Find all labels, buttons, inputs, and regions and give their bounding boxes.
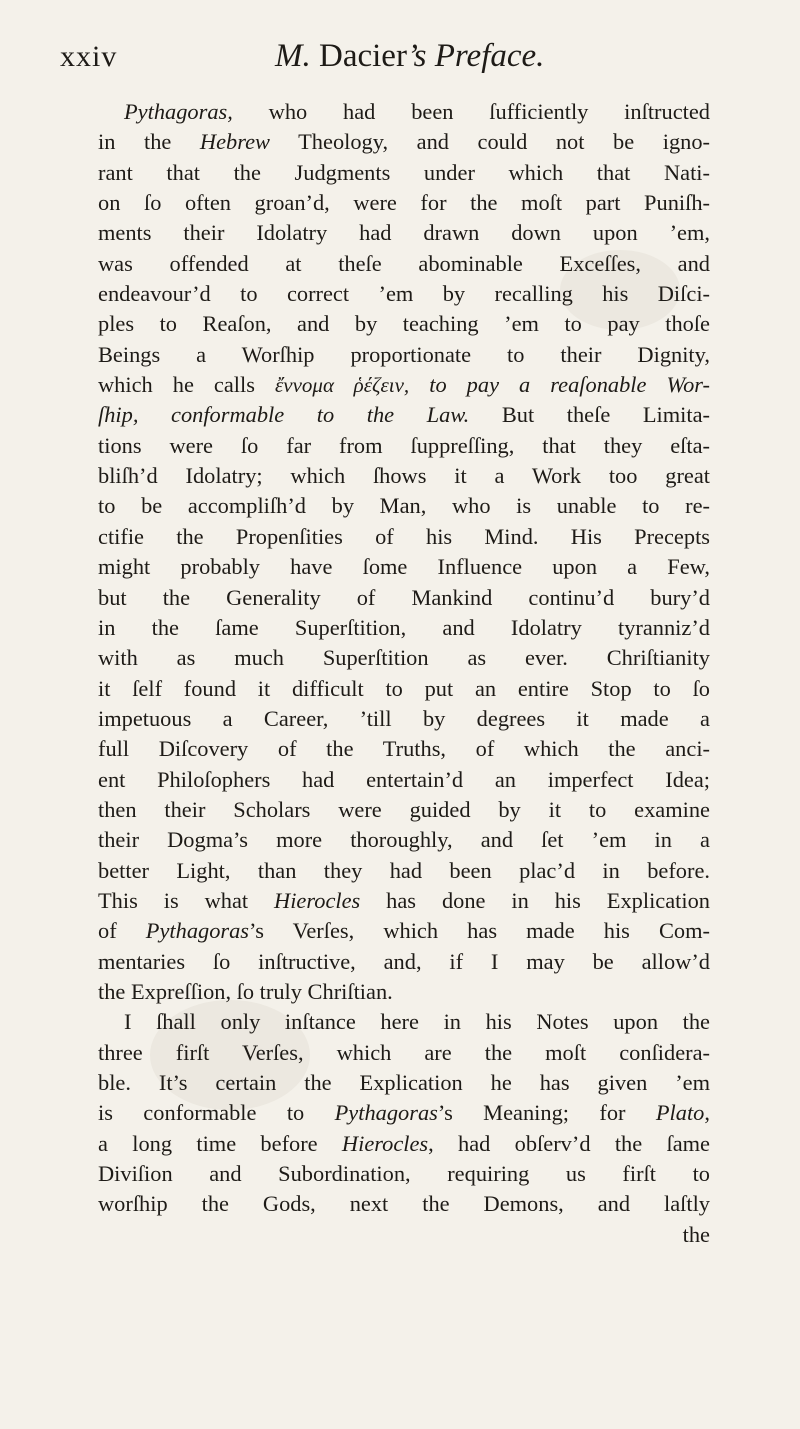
- running-head-initial: M.: [275, 38, 311, 74]
- text-line: [98, 97, 710, 127]
- text-run: who had been ſufficiently inſtructed: [232, 99, 710, 124]
- text-line: [98, 583, 710, 613]
- text-run: to be accompliſh’d by Man, who is unable to re-: [98, 493, 710, 519]
- text-line: [98, 522, 710, 552]
- text-run: ples to Reaſon, and by teaching ’em to pay thoſe: [98, 311, 710, 337]
- text-line: [98, 370, 710, 400]
- text-run: mentaries ſo inſtructive, and, if I may be allow’d: [98, 948, 710, 974]
- text-run: worſhip the Gods, next the Demons, and laſtly: [98, 1191, 710, 1217]
- text-line: [98, 400, 710, 430]
- text-line: [98, 1038, 710, 1068]
- text-line: [98, 309, 710, 339]
- italic-text: ἔννομα ῥέζειν,: [274, 373, 410, 398]
- text-run: ’s Verſes, which has made his Com-: [249, 918, 711, 944]
- text-run: then their Scholars were guided by it to examine: [98, 796, 710, 822]
- text-run: in the ſame Superſtition, and Idolatry tyranniz’d: [98, 614, 710, 640]
- text-line: [98, 552, 710, 582]
- text-run: better Light, than they had been plac’d in before.: [98, 857, 710, 883]
- running-head-possessive: ’s: [406, 38, 427, 74]
- text-run: [409, 372, 429, 397]
- text-line: [98, 431, 710, 461]
- text-line: [98, 1129, 710, 1159]
- text-line: [98, 279, 710, 309]
- text-line: [98, 856, 710, 886]
- text-run: the: [682, 1221, 710, 1247]
- text-run: it ſelf found it difficult to put an entire Stop to ſo: [98, 675, 710, 701]
- text-line: [98, 613, 710, 643]
- text-run: ent Philoſophers had entertain’d an imperfect Idea;: [98, 766, 710, 792]
- text-run: full Diſcovery of the Truths, of which the anci-: [98, 736, 710, 762]
- running-head-author: Dacier: [319, 38, 407, 74]
- text-line: [98, 795, 710, 825]
- text-line: [98, 491, 710, 521]
- italic-text: Hebrew: [199, 129, 270, 155]
- running-head-title: Preface.: [434, 38, 545, 74]
- text-run: in the: [98, 129, 200, 155]
- page-number: xxiv: [60, 40, 118, 73]
- body-text: [98, 97, 710, 1250]
- text-line: [98, 1098, 710, 1128]
- text-run: Theology, and could not be igno-: [269, 129, 710, 155]
- italic-text: Hierocles: [274, 887, 361, 913]
- text-line: [98, 947, 710, 977]
- text-line: [98, 249, 710, 279]
- text-run: was offended at theſe abominable Exceſſes, and: [98, 250, 710, 276]
- text-run: might probably have ſome Influence upon a Few,: [98, 554, 710, 580]
- text-run: with as much Superſtition as ever. Chriſtianity: [98, 645, 710, 671]
- italic-text: ſhip, conformable to the Law.: [98, 402, 470, 428]
- text-line: [98, 765, 710, 795]
- italic-text: Pythagoras: [145, 918, 250, 944]
- text-line: [98, 1189, 710, 1219]
- italic-text: Hierocles: [341, 1130, 429, 1156]
- text-run: endeavour’d to correct ’em by recalling his Diſci-: [98, 281, 710, 307]
- text-run: ctifie the Propenſities of his Mind. His Precepts: [98, 523, 710, 549]
- text-line: [98, 1068, 710, 1098]
- text-run: Diviſion and Subordination, requiring us firſt to: [98, 1161, 710, 1187]
- text-run: ,: [704, 1100, 710, 1126]
- text-line: [98, 127, 710, 157]
- text-line: [98, 825, 710, 855]
- text-line: [98, 218, 710, 248]
- running-head: [275, 38, 544, 75]
- text-line: [98, 977, 710, 1007]
- text-run: ’s Meaning; for: [437, 1100, 656, 1126]
- italic-text: Plato: [655, 1100, 705, 1126]
- text-run: This is what: [98, 887, 275, 913]
- text-run: which he calls: [98, 372, 275, 398]
- text-run: I ſhall only inſtance here in his Notes upon the: [124, 1009, 710, 1035]
- text-run: impetuous a Career, ’till by degrees it made a: [98, 705, 710, 731]
- text-line: [98, 643, 710, 673]
- text-line: [98, 340, 710, 370]
- text-run: But theſe Limita-: [469, 402, 710, 428]
- text-run: rant that the Judgments under which that Nati-: [98, 159, 710, 185]
- text-run: bliſh’d Idolatry; which ſhows it a Work too great: [98, 463, 710, 489]
- italic-text: Pythagoras: [334, 1100, 438, 1126]
- text-line: [98, 1159, 710, 1189]
- text-line: [98, 886, 710, 916]
- text-run: ble. It’s certain the Explication he has given ’em: [98, 1070, 710, 1095]
- italic-text: to pay a reaſonable Wor-: [429, 372, 710, 398]
- text-line: [98, 734, 710, 764]
- text-run: their Dogma’s more thoroughly, and ſet ’em in a: [98, 827, 710, 853]
- text-line: [98, 158, 710, 188]
- text-run: a long time before: [98, 1130, 342, 1156]
- text-run: three firſt Verſes, which are the moſt conſidera-: [98, 1039, 710, 1065]
- text-line: [98, 1220, 710, 1250]
- text-run: on ſo often groan’d, were for the moſt part Puniſh-: [98, 190, 710, 216]
- text-run: of: [98, 918, 146, 944]
- text-line: [98, 461, 710, 491]
- text-run: Beings a Worſhip proportionate to their Dignity,: [98, 341, 710, 367]
- text-run: , had obſerv’d the ſame: [428, 1130, 710, 1156]
- text-run: tions were ſo far from ſuppreſſing, that they eſta-: [98, 432, 710, 458]
- text-line: [98, 916, 710, 946]
- text-run: ments their Idolatry had drawn down upon ’em,: [98, 220, 710, 246]
- text-run: is conformable to: [98, 1100, 335, 1126]
- text-line: [98, 674, 710, 704]
- text-run: but the Generality of Mankind continu’d bury’d: [98, 584, 710, 610]
- text-line: [98, 1007, 710, 1037]
- text-run: the Expreſſion, ſo truly Chriſtian.: [98, 978, 393, 1004]
- text-run: has done in his Explication: [360, 887, 710, 913]
- text-line: [98, 188, 710, 218]
- text-line: [98, 704, 710, 734]
- italic-text: Pythagoras,: [124, 99, 233, 124]
